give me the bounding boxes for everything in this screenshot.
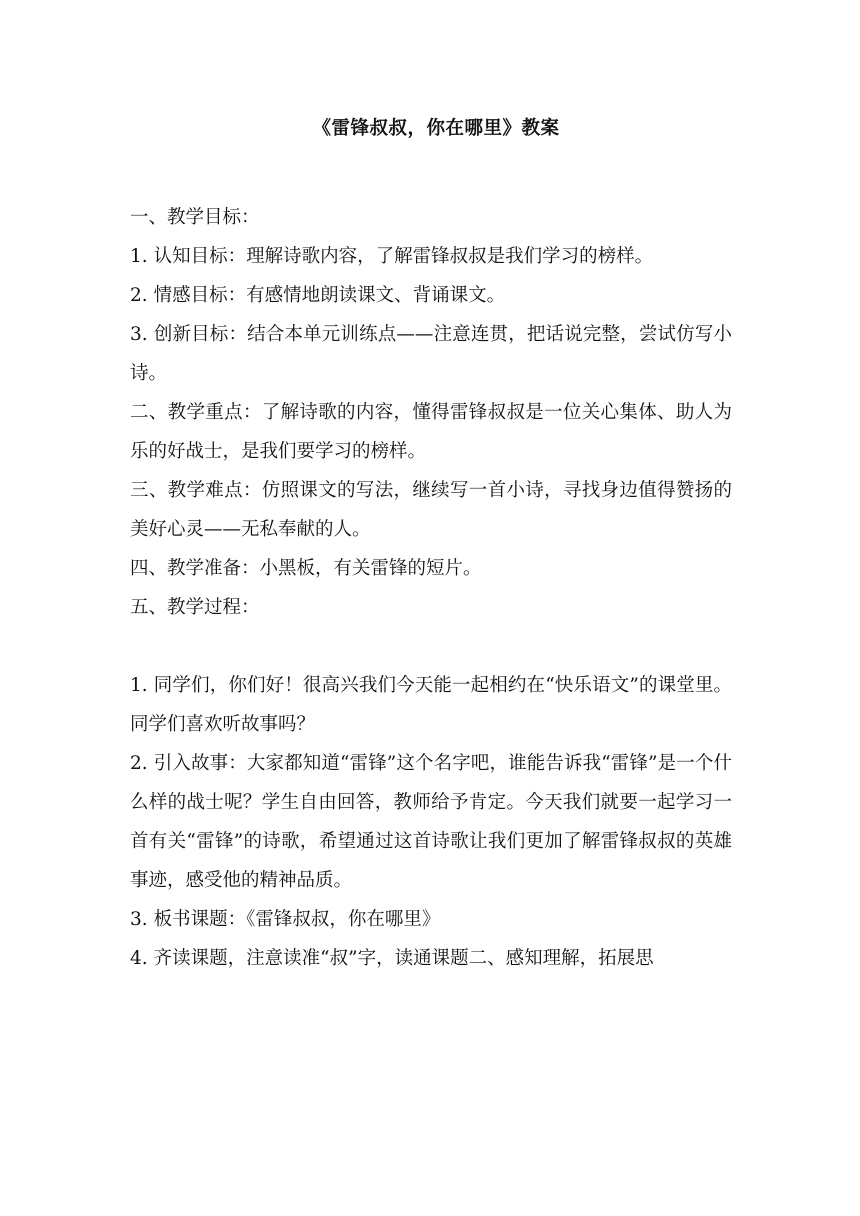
step-text: 同学们，你们好！很高兴我们今天能一起相约在“快乐语文”的课堂里。同学们喜欢听故事吗？ — [130, 675, 732, 735]
document-title: 《雷锋叔叔，你在哪里》教案 — [312, 118, 560, 139]
goal-text: 情感目标：有感情地朗读课文、背诵课文。 — [153, 285, 506, 306]
goal-item-2 — [130, 276, 732, 315]
step-text: 引入故事：大家都知道“雷锋”这个名字吧，谁能告诉我“雷锋”是一个什么样的战士呢？学生自由回答，教师给予肯定。今天我们就要一起学习一首有关“雷锋”的诗歌，希望通过这首诗歌让我们更加了解雷锋叔叔的英雄事迹，感受他的精神品质。 — [130, 753, 732, 891]
step-number: 2. — [130, 753, 148, 774]
process-heading: 五、教学过程： — [130, 597, 260, 618]
goal-text: 创新目标：结合本单元训练点——注意连贯，把话说完整，尝试仿写小诗。 — [130, 324, 732, 384]
process-step-2 — [130, 744, 732, 900]
goal-number: 1. — [130, 246, 148, 267]
process-step-1 — [130, 666, 732, 744]
difficulty-paragraph: 三、教学难点：仿照课文的写法，继续写一首小诗，寻找身边值得赞扬的美好心灵——无私奉献的人。 — [130, 480, 732, 540]
step-number: 4. — [130, 948, 148, 969]
goals-heading: 一、教学目标： — [130, 207, 260, 228]
goal-item-1 — [130, 237, 732, 276]
goal-number: 3. — [130, 324, 148, 345]
goal-item-3 — [130, 315, 732, 393]
step-number: 3. — [130, 909, 148, 930]
preparation-paragraph: 四、教学准备：小黑板，有关雷锋的短片。 — [130, 558, 482, 579]
blank-line — [130, 627, 732, 666]
key-point-paragraph: 二、教学重点：了解诗歌的内容，懂得雷锋叔叔是一位关心集体、助人为乐的好战士，是我们要学习的榜样。 — [130, 402, 732, 462]
step-text: 板书课题：《雷锋叔叔，你在哪里》 — [153, 909, 441, 930]
process-step-3 — [130, 900, 732, 939]
step-number: 1. — [130, 675, 148, 696]
step-text: 齐读课题，注意读准“叔”字，读通课题二、感知理解，拓展思 — [153, 948, 654, 969]
goal-number: 2. — [130, 285, 148, 306]
document-body — [130, 198, 732, 978]
goal-text: 认知目标：理解诗歌内容，了解雷锋叔叔是我们学习的榜样。 — [153, 246, 654, 267]
process-step-4 — [130, 939, 732, 978]
